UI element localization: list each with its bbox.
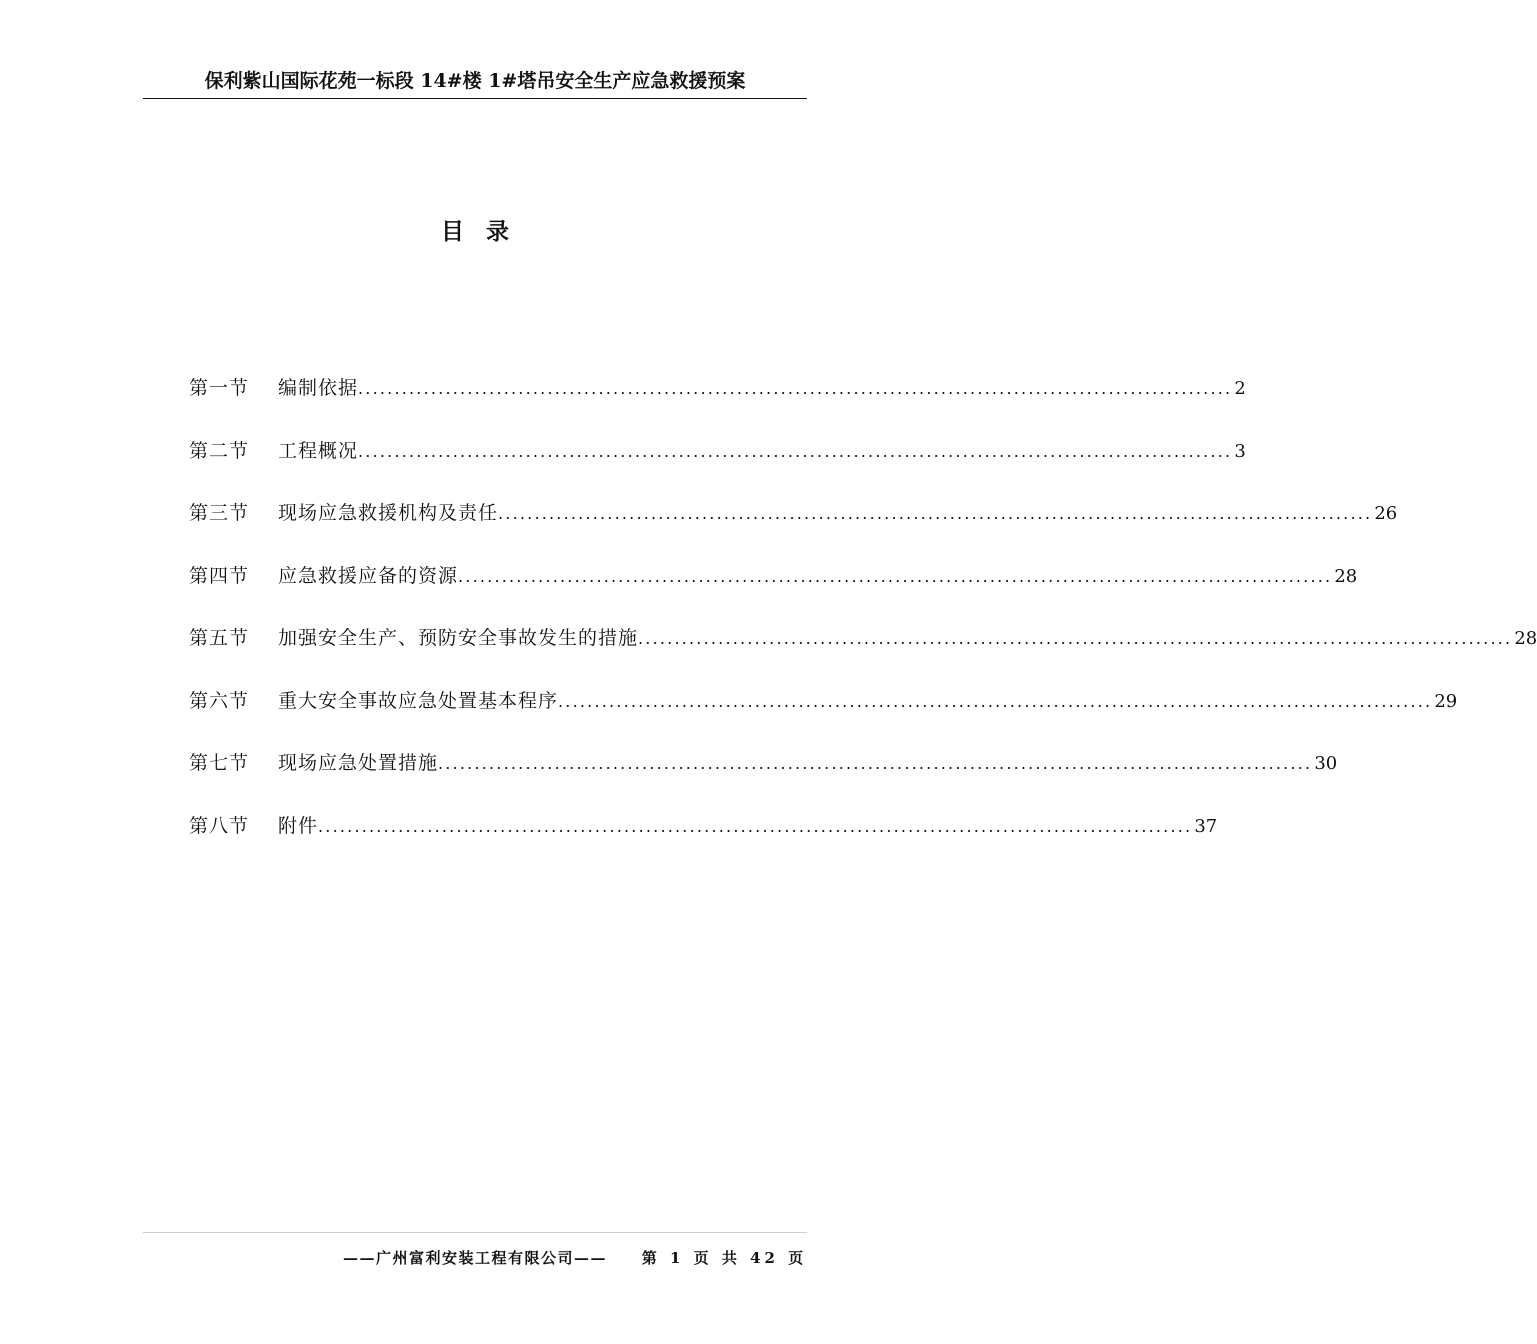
toc-entry-3[interactable] [189, 495, 1398, 531]
document-title: 保利紫山国际花苑一标段 14#楼 1#塔吊安全生产应急救援预案 [204, 70, 746, 92]
toc-heading: 目录 [441, 218, 531, 245]
toc-entry-5[interactable] [189, 620, 1537, 656]
toc-page-number: 2 [1234, 378, 1246, 399]
toc-page-number: 30 [1314, 753, 1338, 774]
toc-leader-dots: ........................................................................................................................ [558, 691, 1433, 711]
toc-section-number: 第四节 [189, 564, 250, 587]
toc-entry-4[interactable] [189, 558, 1358, 594]
toc-section-number: 第七节 [189, 752, 250, 774]
table-of-contents [189, 370, 1537, 870]
toc-section-title: 应急救援应备的资源 [278, 564, 459, 587]
footer-company: ——广州富利安装工程有限公司—— [343, 1249, 608, 1267]
toc-entry-1[interactable] [189, 370, 1246, 406]
toc-entry-8[interactable] [189, 808, 1218, 844]
toc-page-number: 37 [1194, 815, 1218, 837]
toc-section-number: 第六节 [189, 689, 250, 712]
toc-page-number: 26 [1374, 503, 1398, 524]
toc-page-number: 28 [1334, 565, 1358, 587]
toc-section-number: 第二节 [189, 439, 250, 462]
toc-page-number: 29 [1434, 690, 1458, 712]
toc-leader-dots: ........................................................................................................................ [358, 379, 1233, 398]
toc-section-title: 加强安全生产、预防安全事故发生的措施 [278, 627, 639, 649]
toc-section-title: 工程概况 [278, 439, 359, 462]
toc-leader-dots: ........................................................................................................................ [458, 566, 1333, 586]
toc-section-number: 第八节 [189, 814, 250, 837]
toc-leader-dots: ........................................................................................................................ [358, 441, 1233, 461]
toc-page-number: 3 [1234, 440, 1246, 462]
toc-section-title: 现场应急处置措施 [278, 752, 439, 774]
toc-leader-dots: ........................................................................................................................ [318, 816, 1193, 836]
toc-leader-dots: ........................................................................................................................ [638, 629, 1513, 648]
toc-section-title: 附件 [278, 814, 319, 837]
toc-entry-6[interactable] [189, 683, 1458, 719]
toc-entry-7[interactable] [189, 745, 1338, 781]
page-footer [343, 1247, 808, 1268]
toc-section-number: 第一节 [189, 377, 250, 399]
page-header [143, 68, 807, 99]
toc-section-title: 重大安全事故应急处置基本程序 [278, 689, 559, 712]
toc-leader-dots: ........................................................................................................................ [438, 754, 1313, 773]
toc-section-number: 第五节 [189, 627, 250, 649]
toc-page-number: 28 [1514, 628, 1537, 649]
toc-entry-2[interactable] [189, 433, 1246, 469]
toc-leader-dots: ........................................................................................................................ [498, 504, 1373, 523]
toc-section-title: 编制依据 [278, 377, 359, 399]
footer-page-info: 第 1 页 共 42 页 [641, 1249, 808, 1267]
toc-section-title: 现场应急救援机构及责任 [278, 502, 499, 524]
toc-section-number: 第三节 [189, 502, 250, 524]
footer-divider [143, 1232, 807, 1233]
